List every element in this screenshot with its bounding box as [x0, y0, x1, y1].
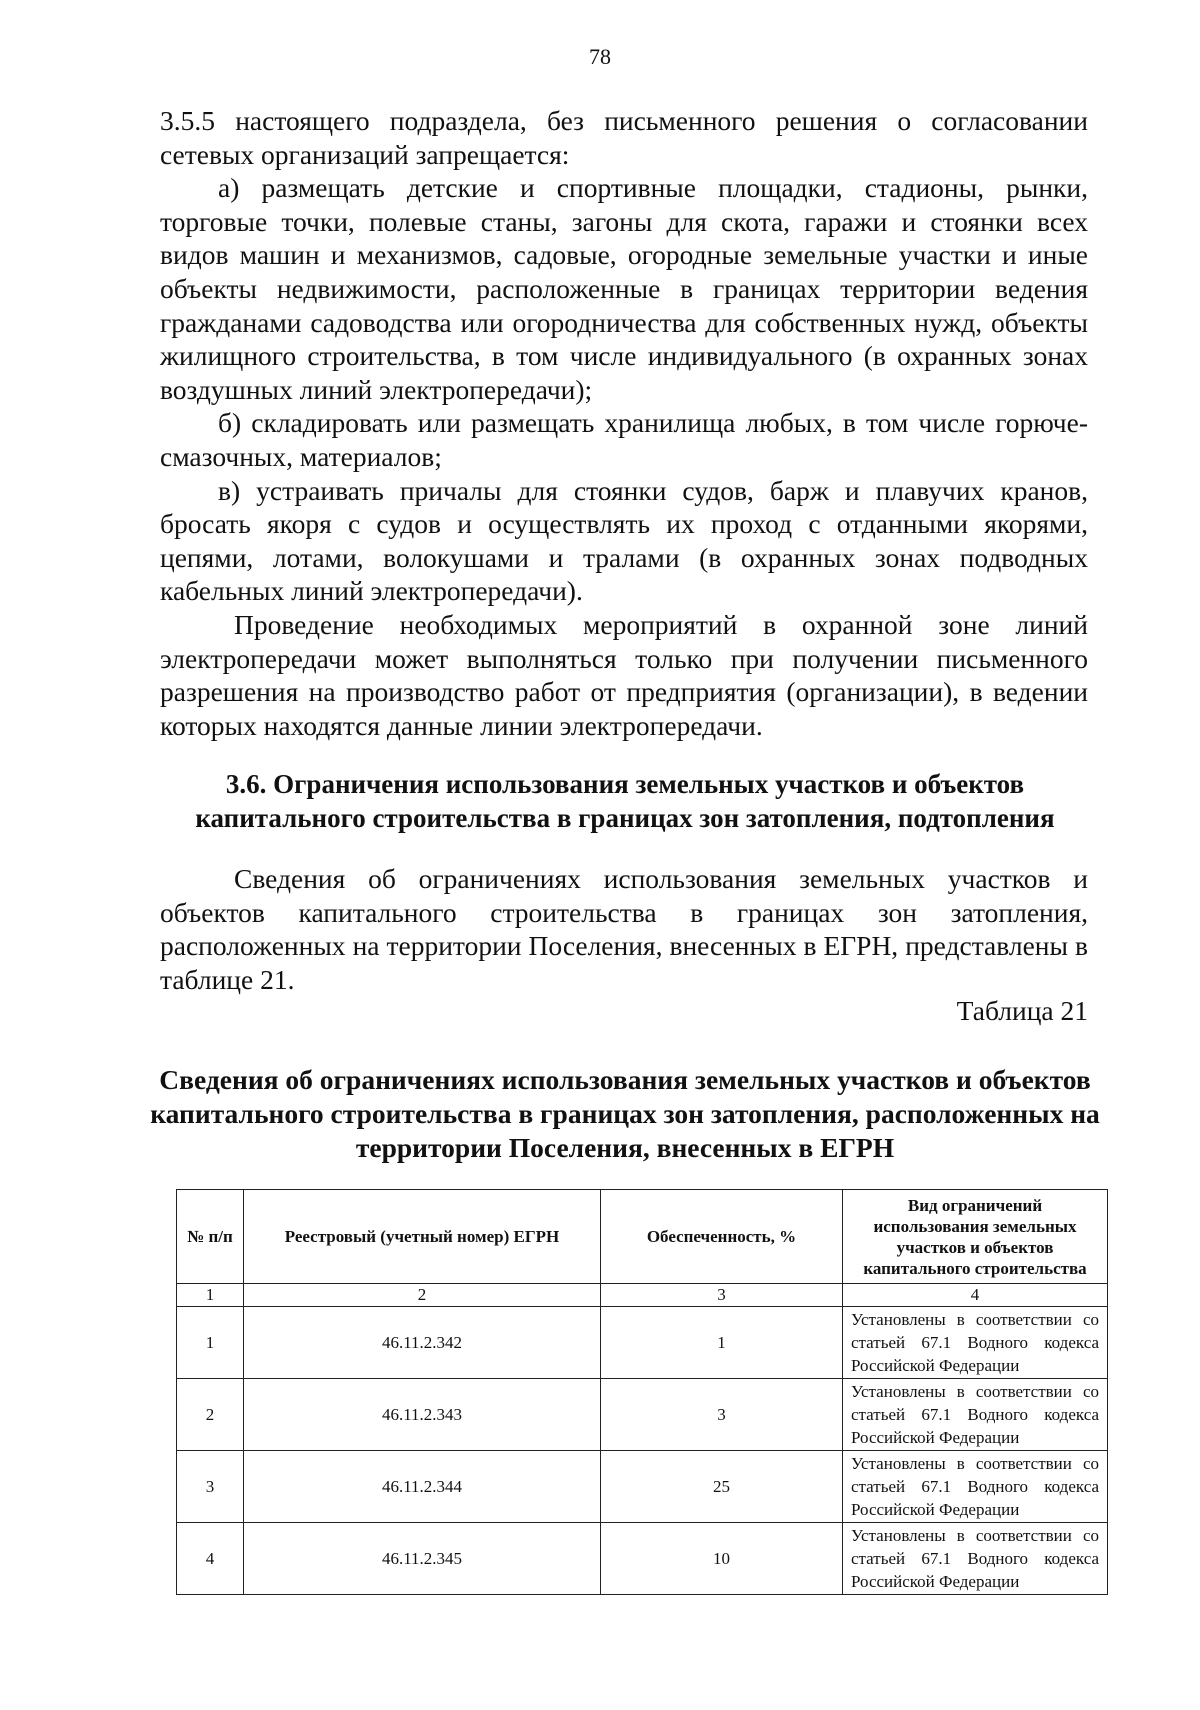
intro-text	[160, 862, 1088, 996]
table-label: Таблица 21	[956, 995, 1088, 1026]
row-number-cell: 4	[177, 1523, 244, 1595]
row-number-cell: 1	[177, 1307, 244, 1379]
provision-cell: 10	[601, 1523, 843, 1595]
header-cell: № п/п	[177, 1190, 244, 1284]
restriction-text: Установлены в соответствии со статьей 67.1 Водного кодекса Российской Федерации	[851, 1382, 1099, 1447]
column-number: 2	[244, 1284, 601, 1307]
column-number: 1	[177, 1284, 244, 1307]
restriction-type-cell	[843, 1451, 1108, 1523]
registry-number-cell: 46.11.2.343	[244, 1379, 601, 1451]
restriction-text: Установлены в соответствии со статьей 67.1 Водного кодекса Российской Федерации	[851, 1454, 1099, 1519]
provision-cell: 25	[601, 1451, 843, 1523]
registry-number-cell: 46.11.2.342	[244, 1307, 601, 1379]
restriction-text: Установлены в соответствии со статьей 67.1 Водного кодекса Российской Федерации	[851, 1526, 1099, 1591]
row-number-cell: 2	[177, 1379, 244, 1451]
column-number: 4	[843, 1284, 1108, 1307]
body-text	[160, 104, 1088, 742]
paragraph: в) устраивать причалы для стоянки судов, барж и плавучих кранов, бросать якоря с судов и осуществлять их проход с отданными якорями, цепями, лотами, волокушами и тралами (в охранных зонах подводных кабельных линий электропередачи).	[160, 474, 1088, 607]
registry-number-cell: 46.11.2.345	[244, 1523, 601, 1595]
restriction-type-cell	[843, 1523, 1108, 1595]
registry-number-cell: 46.11.2.344	[244, 1451, 601, 1523]
provision-cell: 3	[601, 1379, 843, 1451]
paragraph: а) размещать детские и спортивные площадки, стадионы, рынки, торговые точки, полевые станы, загоны для скота, гаражи и стоянки всех видов машин и механизмов, садовые, огородные земельные участки и иные объекты недвижимости, расположенные в границах территории ведения гражданами садоводства или огородничества для собственных нужд, объекты жилищного строительства, в том числе индивидуального (в охранных зонах воздушных линий электропередачи);	[160, 172, 1088, 405]
table-row	[177, 1451, 1108, 1523]
restriction-text: Установлены в соответствии со статьей 67.1 Водного кодекса Российской Федерации	[851, 1310, 1099, 1375]
section-heading: 3.6. Ограничения использования земельных участков и объектов капитального строительства в границах зон затопления, подтопления	[195, 769, 1055, 833]
header-cell: Обеспеченность, %	[601, 1190, 843, 1284]
paragraph: б) складировать или размещать хранилища любых, в том числе горюче-смазочных, материалов;	[160, 407, 1088, 472]
header-cell: Вид ограничений использования земельных участков и объектов капитального строительства	[843, 1190, 1108, 1284]
paragraph: 3.5.5 настоящего подраздела, без письменного решения о согласовании сетевых организаций запрещается:	[160, 105, 1088, 170]
restriction-type-cell	[843, 1379, 1108, 1451]
data-table	[176, 1189, 1108, 1595]
column-number-row	[177, 1284, 1108, 1307]
column-number: 3	[601, 1284, 843, 1307]
table-header-row	[177, 1190, 1108, 1284]
restriction-type-cell	[843, 1307, 1108, 1379]
intro-paragraph: Сведения об ограничениях использования земельных участков и объектов капитального строительства в границах зон затопления, расположенных на территории Поселения, внесенных в ЕГРН, представлены в таблице 21.	[160, 863, 1088, 995]
header-cell: Реестровый (учетный номер) ЕГРН	[244, 1190, 601, 1284]
table-row	[177, 1379, 1108, 1451]
provision-cell: 1	[601, 1307, 843, 1379]
paragraph: Проведение необходимых мероприятий в охранной зоне линий электропередачи может выполняться только при получении письменного разрешения на производство работ от предприятия (организации), в ведении которых находятся данные линии электропередачи.	[160, 608, 1088, 741]
page-number: 78	[589, 44, 611, 69]
table-title: Сведения об ограничениях использования земельных участков и объектов капитального строительства в границах зон затопления, расположенных на территории Поселения, внесенных в ЕГРН	[150, 1064, 1100, 1163]
table-row	[177, 1307, 1108, 1379]
table-row	[177, 1523, 1108, 1595]
row-number-cell: 3	[177, 1451, 244, 1523]
